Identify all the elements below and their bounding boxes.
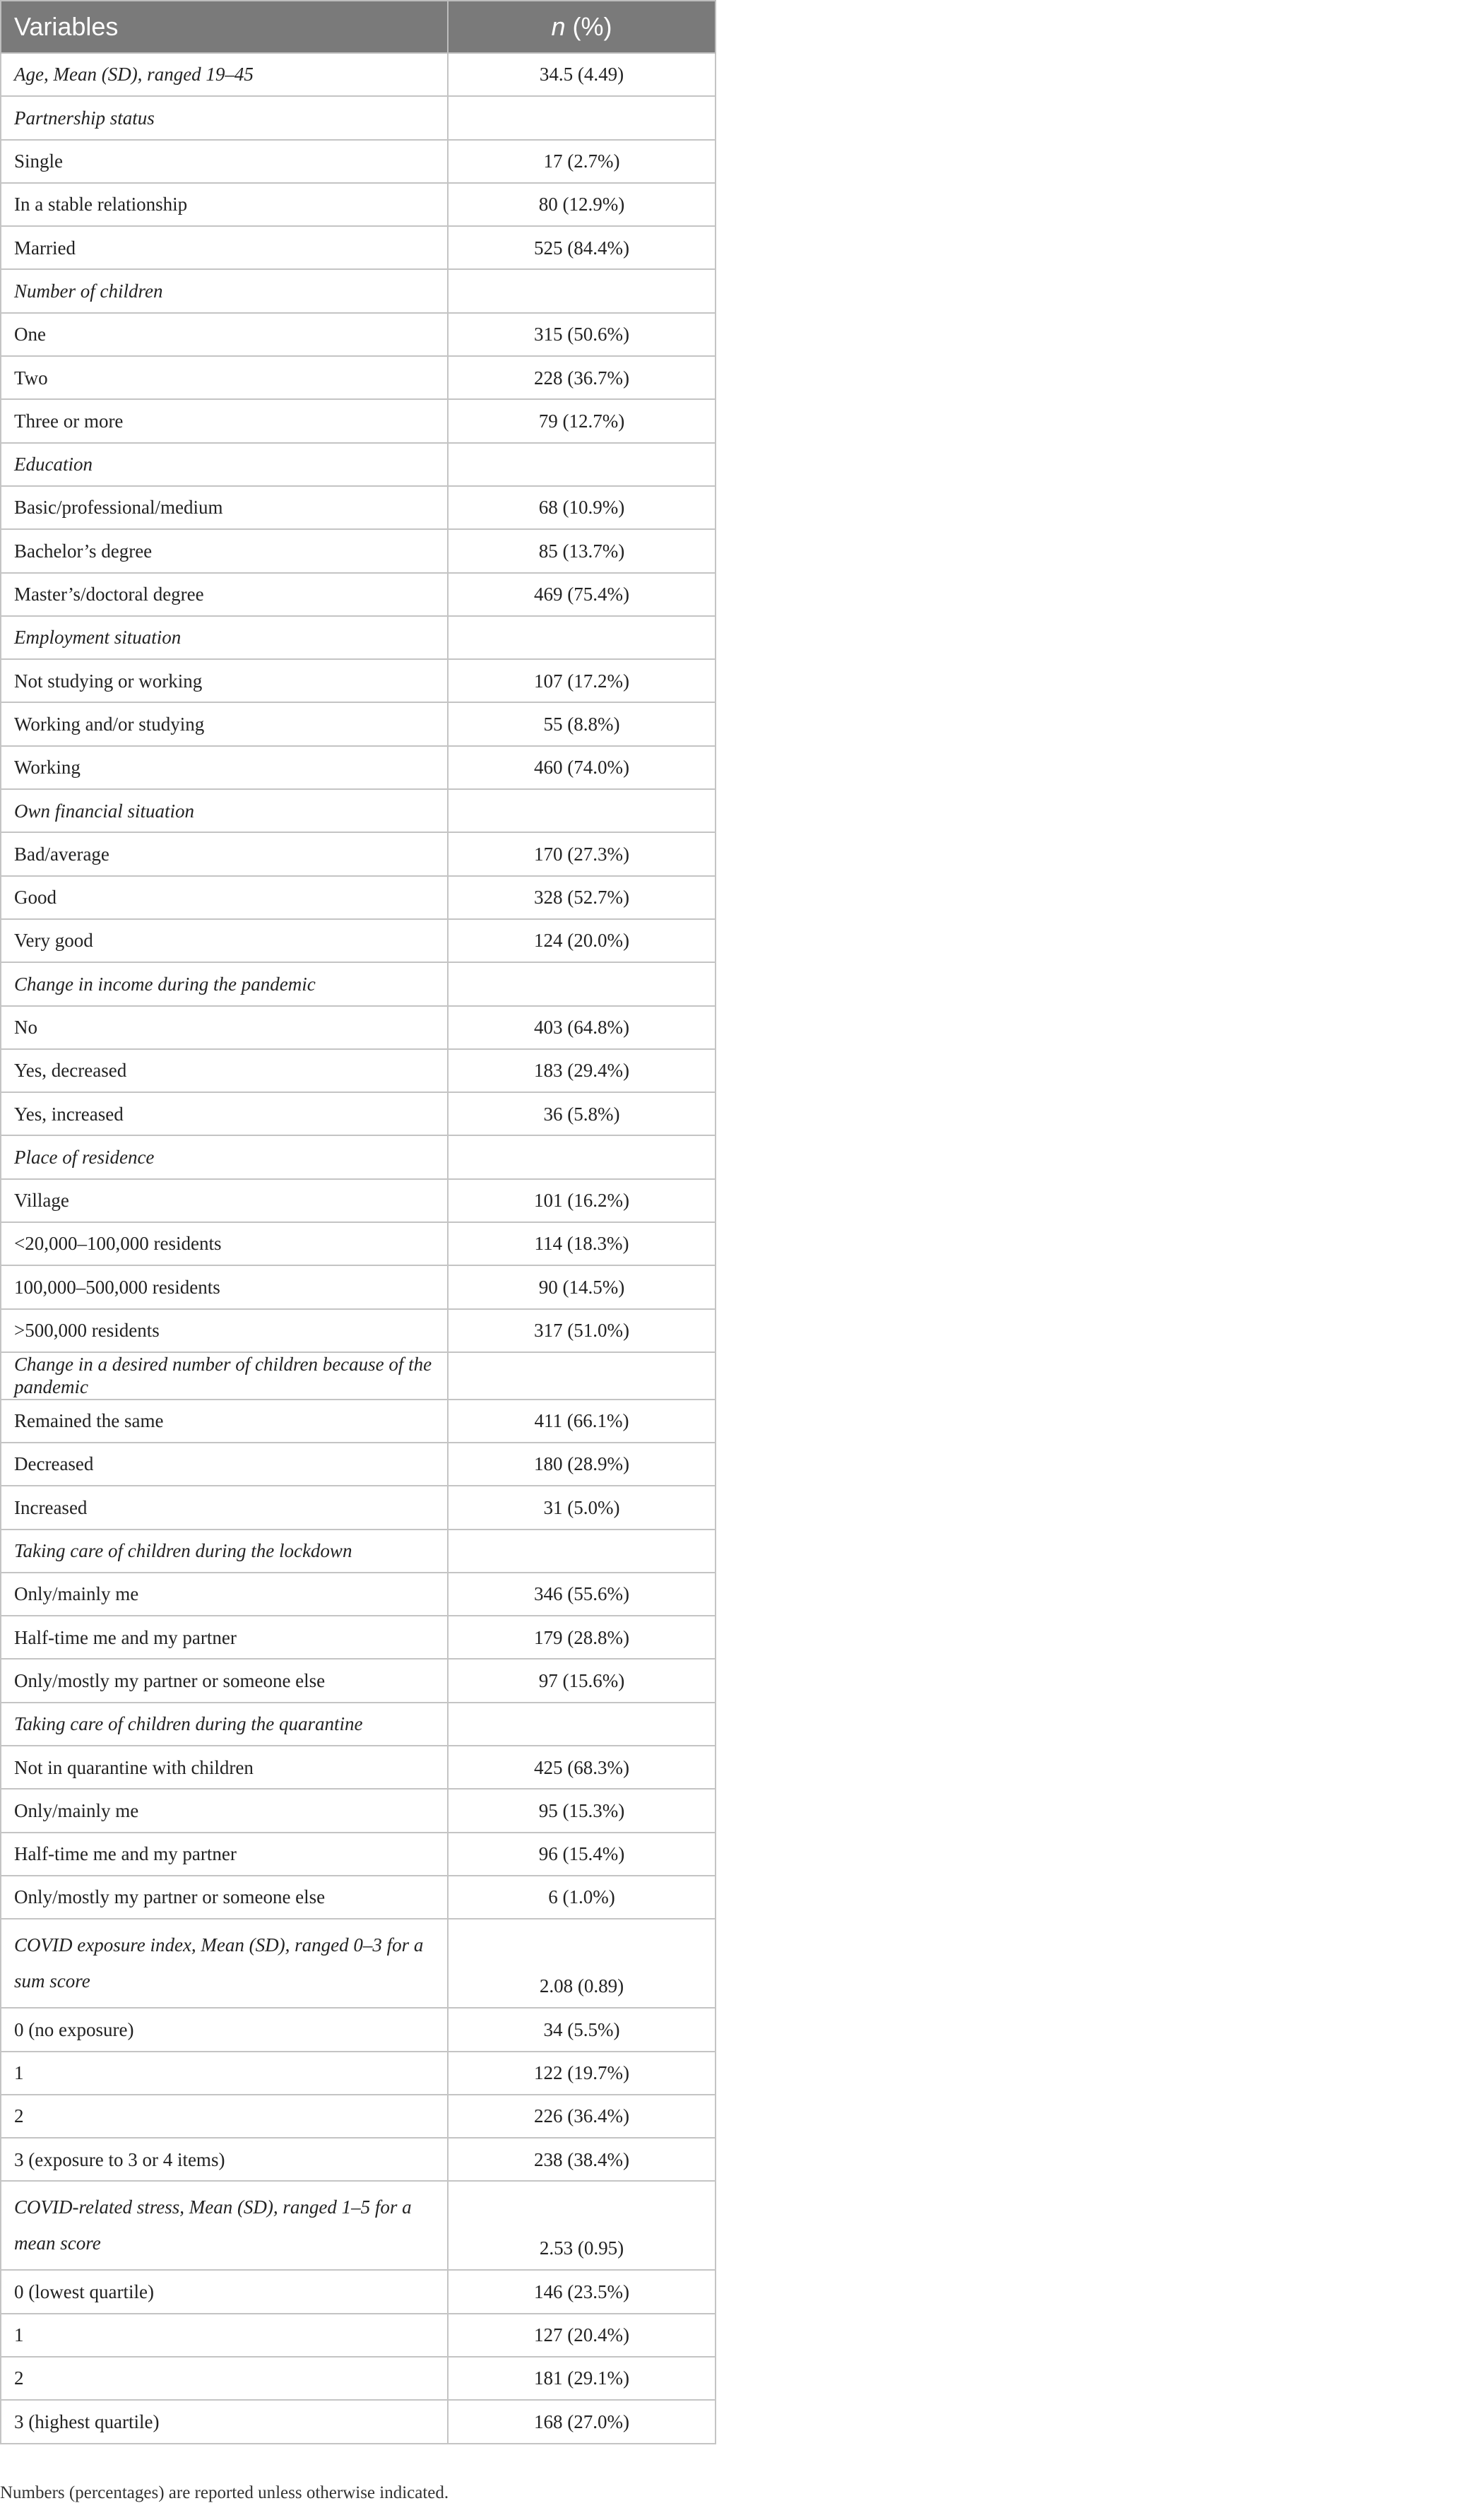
table-row xyxy=(1,659,716,702)
category-label: COVID-related stress, Mean (SD), ranged 1–5 for a mean score xyxy=(1,2181,448,2270)
table-row xyxy=(1,1659,716,1702)
row-label: 2 xyxy=(1,2095,448,2138)
row-label: Not studying or working xyxy=(1,659,448,702)
category-label: Age, Mean (SD), ranged 19–45 xyxy=(1,53,448,96)
table-row xyxy=(1,1746,716,1789)
row-value xyxy=(448,1530,716,1573)
category-row xyxy=(1,616,716,659)
row-value xyxy=(448,962,716,1005)
table-row xyxy=(1,1049,716,1092)
row-label: Working xyxy=(1,746,448,789)
table-row xyxy=(1,1400,716,1443)
row-value: 80 (12.9%) xyxy=(448,183,716,226)
row-value: 68 (10.9%) xyxy=(448,486,716,529)
row-value: 114 (18.3%) xyxy=(448,1222,716,1265)
table-row xyxy=(1,1092,716,1135)
row-value: 85 (13.7%) xyxy=(448,529,716,572)
row-value: 238 (38.4%) xyxy=(448,2138,716,2181)
table-row xyxy=(1,1616,716,1659)
table-row xyxy=(1,2138,716,2181)
table-row xyxy=(1,2357,716,2400)
category-row xyxy=(1,1919,716,2008)
row-label: <20,000–100,000 residents xyxy=(1,1222,448,1265)
row-value xyxy=(448,789,716,832)
table-row xyxy=(1,356,716,399)
table-row xyxy=(1,919,716,962)
row-label: Working and/or studying xyxy=(1,702,448,745)
row-value: 403 (64.8%) xyxy=(448,1006,716,1049)
row-label: 0 (lowest quartile) xyxy=(1,2270,448,2313)
row-label: 0 (no exposure) xyxy=(1,2008,448,2051)
row-value: 34.5 (4.49) xyxy=(448,53,716,96)
category-row xyxy=(1,1135,716,1178)
table-row xyxy=(1,702,716,745)
row-value: 228 (36.7%) xyxy=(448,356,716,399)
category-row xyxy=(1,962,716,1005)
percent-symbol: (%) xyxy=(565,12,612,41)
table-row xyxy=(1,1006,716,1049)
row-value xyxy=(448,269,716,312)
row-label: Half-time me and my partner xyxy=(1,1833,448,1876)
table-row xyxy=(1,746,716,789)
n-symbol: n xyxy=(551,12,566,41)
row-label: Not in quarantine with children xyxy=(1,1746,448,1789)
table-row xyxy=(1,183,716,226)
table-row xyxy=(1,486,716,529)
row-value: 55 (8.8%) xyxy=(448,702,716,745)
row-value: 328 (52.7%) xyxy=(448,876,716,919)
table-row xyxy=(1,1265,716,1308)
table-row xyxy=(1,832,716,875)
category-row xyxy=(1,269,716,312)
header-row xyxy=(1,1,716,53)
table-row xyxy=(1,1222,716,1265)
demographics-table-container xyxy=(0,0,715,2444)
table-row xyxy=(1,1789,716,1832)
row-label: Only/mostly my partner or someone else xyxy=(1,1659,448,1702)
category-label: Education xyxy=(1,443,448,486)
table-row xyxy=(1,876,716,919)
row-value: 95 (15.3%) xyxy=(448,1789,716,1832)
row-value xyxy=(448,443,716,486)
table-header xyxy=(1,1,716,53)
table-row xyxy=(1,1486,716,1529)
category-row xyxy=(1,443,716,486)
table-row xyxy=(1,1443,716,1486)
row-label: Increased xyxy=(1,1486,448,1529)
row-value: 31 (5.0%) xyxy=(448,1486,716,1529)
n-percent-column-header xyxy=(448,1,716,53)
row-value: 226 (36.4%) xyxy=(448,2095,716,2138)
category-label: Number of children xyxy=(1,269,448,312)
row-value xyxy=(448,616,716,659)
row-value: 2.53 (0.95) xyxy=(448,2181,716,2270)
row-value: 90 (14.5%) xyxy=(448,1265,716,1308)
row-label: Master’s/doctoral degree xyxy=(1,573,448,616)
category-row xyxy=(1,1352,716,1400)
table-row xyxy=(1,1573,716,1616)
row-value: 2.08 (0.89) xyxy=(448,1919,716,2008)
table-body xyxy=(1,53,716,2444)
row-label: Bachelor’s degree xyxy=(1,529,448,572)
row-value: 346 (55.6%) xyxy=(448,1573,716,1616)
row-label: Two xyxy=(1,356,448,399)
table-row xyxy=(1,2400,716,2443)
row-value: 460 (74.0%) xyxy=(448,746,716,789)
row-label: Only/mainly me xyxy=(1,1573,448,1616)
row-value xyxy=(448,1703,716,1746)
row-value: 36 (5.8%) xyxy=(448,1092,716,1135)
row-value: 315 (50.6%) xyxy=(448,313,716,356)
table-row xyxy=(1,2270,716,2313)
category-label: Change in a desired number of children because of the pandemic xyxy=(1,1352,448,1400)
row-value: 101 (16.2%) xyxy=(448,1179,716,1222)
category-label: Taking care of children during the lockdown xyxy=(1,1530,448,1573)
row-label: Only/mainly me xyxy=(1,1789,448,1832)
category-row xyxy=(1,96,716,139)
row-label: Very good xyxy=(1,919,448,962)
row-value: 180 (28.9%) xyxy=(448,1443,716,1486)
table-row xyxy=(1,1833,716,1876)
row-label: 3 (exposure to 3 or 4 items) xyxy=(1,2138,448,2181)
table-row xyxy=(1,529,716,572)
row-value: 168 (27.0%) xyxy=(448,2400,716,2443)
row-value: 124 (20.0%) xyxy=(448,919,716,962)
row-value: 146 (23.5%) xyxy=(448,2270,716,2313)
row-value: 170 (27.3%) xyxy=(448,832,716,875)
row-value: 469 (75.4%) xyxy=(448,573,716,616)
row-label: 1 xyxy=(1,2052,448,2095)
category-label: Partnership status xyxy=(1,96,448,139)
row-value: 525 (84.4%) xyxy=(448,226,716,269)
row-value: 181 (29.1%) xyxy=(448,2357,716,2400)
row-value: 107 (17.2%) xyxy=(448,659,716,702)
row-label: Married xyxy=(1,226,448,269)
row-label: Bad/average xyxy=(1,832,448,875)
table-row xyxy=(1,1876,716,1919)
row-label: No xyxy=(1,1006,448,1049)
table-row xyxy=(1,573,716,616)
row-value: 96 (15.4%) xyxy=(448,1833,716,1876)
row-value: 317 (51.0%) xyxy=(448,1309,716,1352)
category-row xyxy=(1,789,716,832)
variables-column-header: Variables xyxy=(1,1,448,53)
row-value: 411 (66.1%) xyxy=(448,1400,716,1443)
table-row xyxy=(1,313,716,356)
row-value xyxy=(448,96,716,139)
category-row xyxy=(1,1530,716,1573)
row-value: 17 (2.7%) xyxy=(448,140,716,183)
category-row xyxy=(1,53,716,96)
row-label: Remained the same xyxy=(1,1400,448,1443)
table-row xyxy=(1,1179,716,1222)
category-label: Employment situation xyxy=(1,616,448,659)
row-value: 34 (5.5%) xyxy=(448,2008,716,2051)
category-label: Place of residence xyxy=(1,1135,448,1178)
row-value xyxy=(448,1352,716,1400)
row-label: Good xyxy=(1,876,448,919)
table-row xyxy=(1,2008,716,2051)
row-label: Decreased xyxy=(1,1443,448,1486)
category-label: Change in income during the pandemic xyxy=(1,962,448,1005)
table-row xyxy=(1,1309,716,1352)
table-row xyxy=(1,2052,716,2095)
row-value: 127 (20.4%) xyxy=(448,2314,716,2357)
row-label: Yes, decreased xyxy=(1,1049,448,1092)
row-value: 179 (28.8%) xyxy=(448,1616,716,1659)
category-label: Own financial situation xyxy=(1,789,448,832)
row-label: Yes, increased xyxy=(1,1092,448,1135)
row-label: One xyxy=(1,313,448,356)
category-label: Taking care of children during the quarantine xyxy=(1,1703,448,1746)
table-row xyxy=(1,140,716,183)
row-value: 122 (19.7%) xyxy=(448,2052,716,2095)
row-label: >500,000 residents xyxy=(1,1309,448,1352)
category-row xyxy=(1,2181,716,2270)
row-value: 183 (29.4%) xyxy=(448,1049,716,1092)
table-row xyxy=(1,399,716,442)
table-row xyxy=(1,2314,716,2357)
row-value: 425 (68.3%) xyxy=(448,1746,716,1789)
row-label: Half-time me and my partner xyxy=(1,1616,448,1659)
row-label: In a stable relationship xyxy=(1,183,448,226)
table-footnote: Numbers (percentages) are reported unless otherwise indicated. xyxy=(0,2483,449,2502)
table-row xyxy=(1,2095,716,2138)
category-row xyxy=(1,1703,716,1746)
row-value: 6 (1.0%) xyxy=(448,1876,716,1919)
row-label: 1 xyxy=(1,2314,448,2357)
row-label: 3 (highest quartile) xyxy=(1,2400,448,2443)
row-label: Basic/professional/medium xyxy=(1,486,448,529)
demographics-table xyxy=(0,0,716,2444)
row-label: Three or more xyxy=(1,399,448,442)
row-value xyxy=(448,1135,716,1178)
row-label: Village xyxy=(1,1179,448,1222)
category-label: COVID exposure index, Mean (SD), ranged 0–3 for a sum score xyxy=(1,1919,448,2008)
row-label: Single xyxy=(1,140,448,183)
row-label: Only/mostly my partner or someone else xyxy=(1,1876,448,1919)
row-value: 79 (12.7%) xyxy=(448,399,716,442)
row-label: 100,000–500,000 residents xyxy=(1,1265,448,1308)
row-label: 2 xyxy=(1,2357,448,2400)
row-value: 97 (15.6%) xyxy=(448,1659,716,1702)
table-row xyxy=(1,226,716,269)
